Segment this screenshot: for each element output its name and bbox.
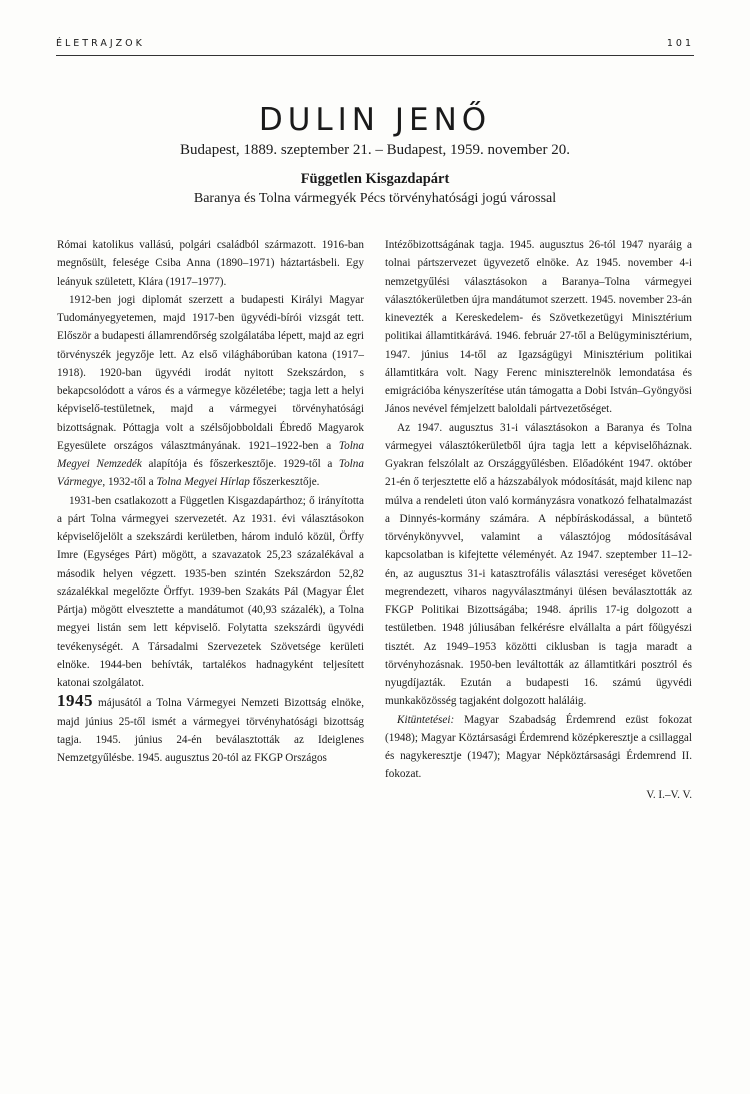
newspaper-title-3: Tolna Megyei Hírlap	[156, 476, 250, 489]
paragraph-family: Római katolikus vallású, polgári családból származott. 1916-ban megnősült, felesége Csiba Anna (1890–1971) háztartásbeli. Egy leányuk született, Klára (1917–1977).	[57, 239, 364, 288]
left-column	[57, 236, 364, 804]
awards-text: Magyar Szabadság Érdemrend ezüst fokozat (1948); Magyar Köztársasági Érdemrend középkeresztje a csillaggal és nagykeresztje (1947); Magyar Népköztársasági Érdemrend II. fokozat.	[385, 713, 692, 781]
author-signature: V. I.–V. V.	[646, 788, 692, 801]
career-text: 1912-ben jogi diplomát szerzett a budapesti Királyi Magyar Tudományegyetemen, majd 1917-ben ügyvédi-bírói vizsgát tett. Először a budapesti államrendőrség szolgálatába lépett, majd az egri törvényszék jegyzője lett. Az első világháborúban katona (1917–1918). 1920-ban ügyvédi irodát nyitott Szekszárdon, s bekapcsolódott a város és a vármegye közéletébe; tagja lett a helyi képviselő-testületnek, majd a vármegyei törvényhatósági bizottságnak. Póttagja volt a szélsőjobboldali Ébredő Magyarok Egyesülete országos választmányának. 1921–1922-ben a	[57, 293, 364, 452]
person-name: DULIN JENŐ	[258, 102, 492, 138]
running-header	[56, 38, 694, 56]
paragraph-1945-continued: Intézőbizottságának tagja. 1945. augusztus 26-tól 1947 nyaráig a tolnai pártszervezet ügyvezető elnöke. Az 1945. november 4-i nemzetgyűlési választásokon a Baranya–Tolna vármegyei választókerületben újra mandátumot szerzett. 1945. november 23-án kinevezték a Kereskedelem- és Szövetkezetügyi Minisztérium politikai államtitkárává. 1946. február 27-től a Belügyminisztérium, 1947. június 14-től az Igazságügyi Minisztérium politikai államtitkára volt. Nagy Ferenc miniszterelnök lemondatása és emigrációba kényszerítése után támogatta a Dobi István–Gyöngyösi János nevével fémjelzett baloldali pártvezetőséget.	[385, 239, 692, 416]
paragraph-awards	[385, 711, 692, 784]
right-column	[385, 236, 692, 804]
paragraph-1945-text: májusától a Tolna Vármegyei Nemzeti Bizottság elnöke, majd június 25-től ismét a vármegyei törvényhatósági bizottság tagja. 1945. június 24-én beválasztották az Ideiglenes Nemzetgyűlésbe. 1945. augusztus 20-tól az FKGP Országos	[57, 697, 364, 764]
page-number: 101	[666, 38, 694, 49]
newspaper-title: Tolna Megyei Nemzedék	[57, 439, 364, 470]
party-name: Független Kisgazdapárt	[300, 171, 450, 187]
paragraph-1945	[57, 692, 364, 767]
life-dates: Budapest, 1889. szeptember 21. – Budapest, 1959. november 20.	[180, 142, 570, 158]
body-text	[57, 236, 692, 804]
year-highlight: 1945	[57, 691, 93, 711]
awards-label: Kitüntetései:	[397, 713, 455, 726]
paragraph-career	[57, 291, 364, 492]
career-text-3: , 1932-től a	[102, 476, 157, 489]
title-block	[0, 100, 750, 207]
newspaper-title-2: Tolna Vármegye	[57, 458, 364, 489]
paragraph-party: 1931-ben csatlakozott a Független Kisgazdapárthoz; ő irányította a párt Tolna vármegyei szervezetét. Az 1931. évi választásokon képviselőjelölt a szekszárdi kerületben, három induló közül, Örffy Imre (Egységes Párt) mögött, a szavazatok 25,23 százalékával a második helyen végzett. 1935-ben szintén Szekszárdon 52,82 százalékkal megelőzte Örffyt. 1939-ben Szakáts Pál (Magyar Élet Pártja) mögött elvesztette a mandátumot (40,93 százalék), a Tolna megyei listán sem lett képviselő. Folytatta szekszárdi ügyvédi tevékenységét. A Társadalmi Szervezetek Szövetsége kerületi elnöke. 1944-ben behívták, tartalékos hadnagyként teljesített katonai szolgálatot.	[57, 494, 364, 689]
section-title: ÉLETRAJZOK	[56, 38, 145, 49]
career-text-2: alapítója és főszerkesztője. 1929-től a	[141, 458, 339, 470]
career-text-4: főszerkesztője.	[249, 476, 320, 489]
constituency: Baranya és Tolna vármegyék Pécs törvényhatósági jogú várossal	[193, 191, 557, 206]
paragraph-1947: Az 1947. augusztus 31-i választásokon a Baranya és Tolna vármegyei választókerületből újra tagja lett a képviselőháznak. Gyakran felszólalt az Országgyűlésben. Előadóként 1947. október 21-én ő terjesztette elő a házszabályok módosítását, majd kilenc nap múlva a rendeleti úton való kormányzásra vonatkozó felhatalmazást a Dinnyés-kormány számára. A népbíráskodással, a büntető törvénykönyvvel, valamint a választójog módosításával kapcsolatban is kifejtette véleményét. Az 1947. szeptember 11–12-én, az augusztus 31-i katasztrofális választási vereséget követően megrendezett, viharos nagyválasztmányi ülésen beválasztották az FKGP Politikai Bizottságába; 1948. április 17-ig dolgozott a testületben. 1948 júliusában felkérésre elvállalta a párt főügyészi tisztét. Az 1949–1953 közötti ciklusban is tagja maradt a törvényhozásnak. 1950-ben leváltották az államtitkári posztról és nyugdíjazták. Ezután a budapesti 16. számú ügyvédi munkaközösség tagjaként dolgozott haláláig.	[385, 421, 692, 708]
